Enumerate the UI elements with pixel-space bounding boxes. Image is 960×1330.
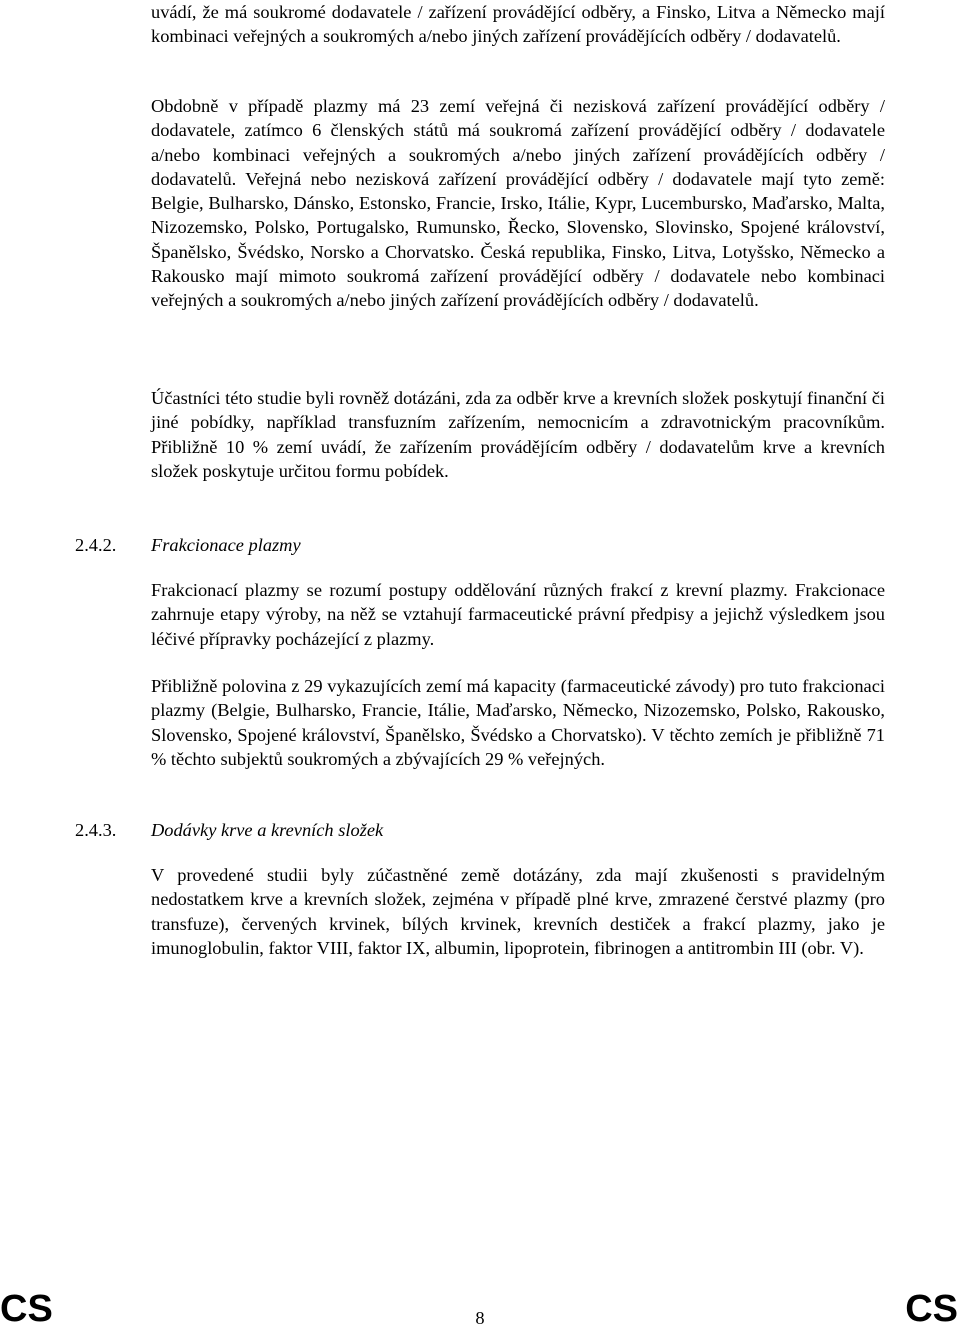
section-title: Dodávky krve a krevních složek: [151, 820, 384, 840]
section-number: 2.4.3.: [75, 820, 117, 840]
paragraph-fractionation-capacity: Přibližně polovina z 29 vykazujících zemí má kapacity (farmaceutické závody) pro tuto frakcionaci plazmy (Belgie, Bulharsko, Francie, Itálie, Maďarsko, Německo, Nizozemsko, Polsko, Rakousko, Slovensko, Spojené království, Španělsko, Švédsko a Chorvatsko). V těchto zemích je přibližně 71 % těchto subjektů soukromých a zbývajících 29 % veřejných.: [151, 676, 885, 769]
paragraph-plasma-collection: Obdobně v případě plazmy má 23 zemí veřejná či nezisková zařízení provádějící odběry / dodavatele, zatímco 6 členských států má soukromá zařízení provádějící odběry / dodavatele a/nebo kombinaci veřejných a soukromých a/nebo jiných zařízení provádějících odběry / dodavatelů. Veřejná nebo nezisková zařízení provádějící odběry / dodavatele mají tyto země: Belgie, Bulharsko, Dánsko, Estonsko, Francie, Irsko, Itálie, Kypr, Lucembursko, Maďarsko, Malta, Nizozemsko, Polsko, Portugalsko, Rumunsko, Řecko, Slovensko, Slovinsko, Spojené království, Španělsko, Švédsko, Norsko a Chorvatsko. Česká republika, Finsko, Litva, Lotyšsko, Německo a Rakousko mají mimoto soukromá zařízení provádějící odběry / dodavatele nebo kombinaci veřejných a soukromých a/nebo jiných zařízení provádějících odběry / dodavatelů.: [151, 96, 885, 311]
paragraph-blood-supply: V provedené studii byly zúčastněné země dotázány, zda mají zkušenosti s pravidelným nedostatkem krve a krevních složek, zejména v případě plné krve, zmrazené čerstvé plazmy (pro transfuze), červených krvinek, bílých krvinek, krevních destiček a frakcí plazmy, jako je imunoglobulin, faktor VIII, faktor IX, albumin, lipoprotein, fibrinogen a antitrombin III (obr. V).: [151, 865, 885, 958]
section-heading-2-4-2: [75, 533, 301, 557]
section-title: Frakcionace plazmy: [151, 535, 301, 555]
paragraph-continued: uvádí, že má soukromé dodavatele / zařízení provádějící odběry, a Finsko, Litva a Německo mají kombinaci veřejných a soukromých a/nebo jiných zařízení provádějících odběry / dodavatelů.: [151, 2, 885, 47]
footer-language-right: CS: [905, 1288, 958, 1330]
page-number: 8: [475, 1308, 485, 1328]
paragraph-incentives: Účastníci této studie byli rovněž dotázáni, zda za odběr krve a krevních složek poskytují finanční či jiné pobídky, například transfuzním zařízením, nemocnicím a zdravotnickým pracovníkům. Přibližně 10 % zemí uvádí, že zařízením provádějícím odběry / dodavatelům krve a krevních složek poskytuje určitou formu pobídek.: [151, 388, 885, 481]
footer-language-left: CS: [0, 1288, 53, 1330]
section-heading-2-4-3: [75, 818, 383, 842]
paragraph-fractionation-definition: Frakcionací plazmy se rozumí postupy oddělování různých frakcí z krevní plazmy. Frakcionace zahrnuje etapy výroby, na něž se vztahují farmaceutické právní předpisy a jejichž výsledkem jsou léčivé přípravky pocházející z plazmy.: [151, 580, 885, 649]
section-number: 2.4.2.: [75, 535, 117, 555]
